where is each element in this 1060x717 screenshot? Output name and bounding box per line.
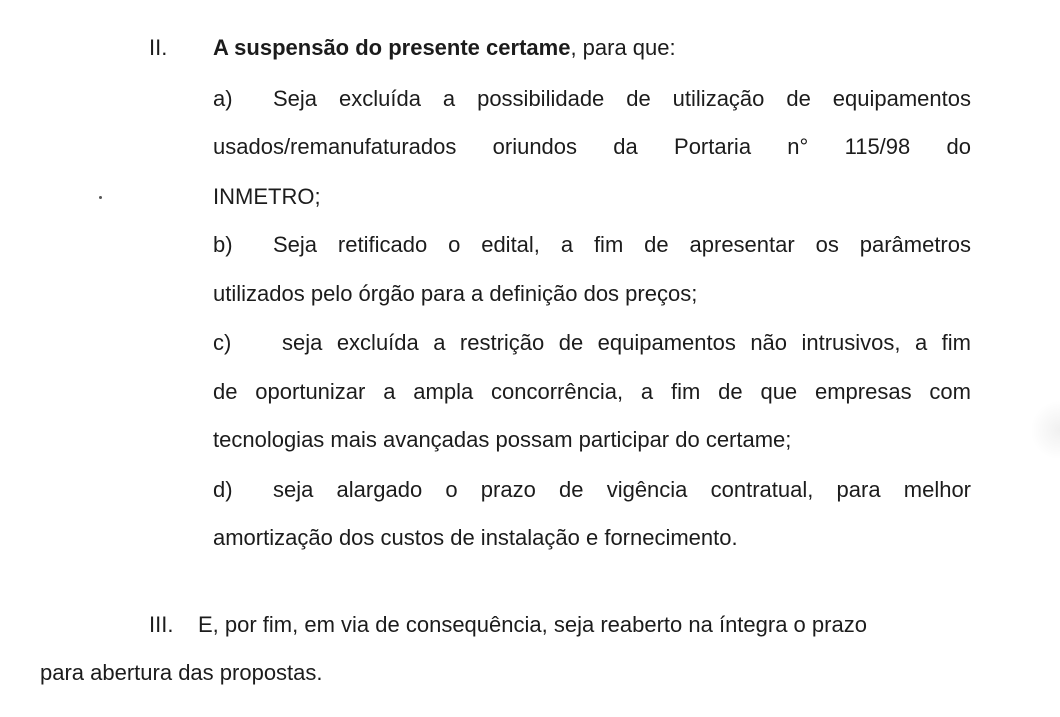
item-c-line-1: seja excluída a restrição de equipamentos não intrusivos, a fim <box>282 330 971 355</box>
item-a-line-1: Seja excluída a possibilidade de utilização de equipamentos <box>273 86 971 111</box>
section-iii-line-2: para abertura das propostas. <box>40 660 323 685</box>
scan-speck <box>99 196 102 199</box>
section-ii-numeral: II. <box>149 35 168 60</box>
section-ii-title-rest: , para que: <box>570 35 676 60</box>
item-d-line-1: seja alargado o prazo de vigência contratual, para melhor <box>273 477 971 502</box>
section-iii-numeral: III. <box>149 612 174 637</box>
item-d-line-2: amortização dos custos de instalação e fornecimento. <box>213 525 738 550</box>
section-ii-title <box>213 33 676 63</box>
section-ii-title-bold: A suspensão do presente certame <box>213 35 571 60</box>
item-b-line-1: Seja retificado o edital, a fim de apresentar os parâmetros <box>273 232 971 257</box>
item-a-line-2: usados/remanufaturados oriundos da Portaria n° 115/98 do <box>213 134 971 159</box>
item-c-line-3: tecnologias mais avançadas possam participar do certame; <box>213 427 792 452</box>
item-a-marker: a) <box>213 86 233 111</box>
item-d-marker: d) <box>213 477 233 502</box>
item-c-line-2: de oportunizar a ampla concorrência, a fim de que empresas com <box>213 379 971 404</box>
item-c-marker: c) <box>213 330 232 355</box>
item-a-line-3: INMETRO; <box>213 184 321 209</box>
item-b-line-2: utilizados pelo órgão para a definição dos preços; <box>213 281 698 306</box>
item-b-marker: b) <box>213 232 233 257</box>
section-iii-line-1: E, por fim, em via de consequência, seja reaberto na íntegra o prazo <box>198 612 867 637</box>
scan-edge-shadow <box>1030 400 1060 460</box>
